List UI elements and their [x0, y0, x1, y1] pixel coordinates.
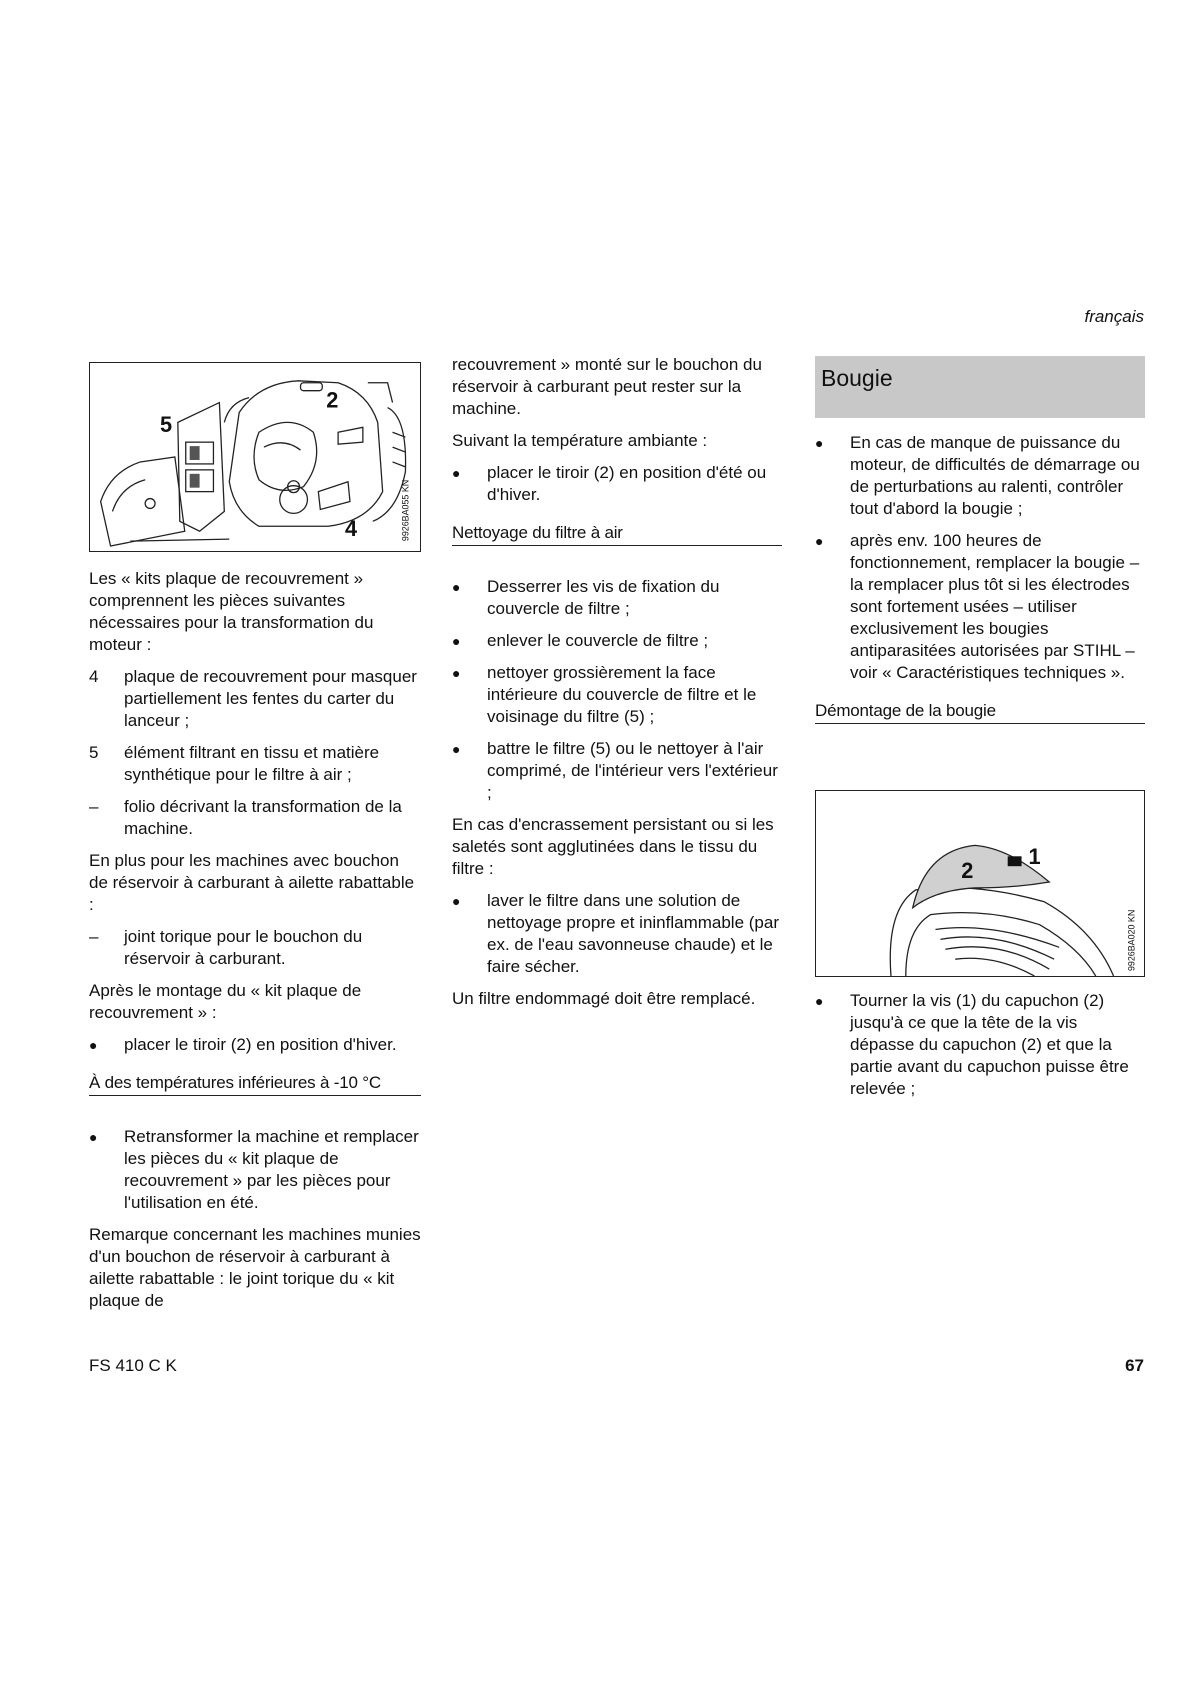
item-text: folio décrivant la transformation de la machine.: [124, 797, 402, 838]
list-item: [89, 666, 421, 732]
bullet-item: [452, 738, 782, 804]
bullet-item: [815, 530, 1145, 684]
list-item: [89, 926, 421, 970]
bullet-icon: [452, 576, 487, 620]
item-marker: 5: [89, 743, 99, 762]
item-text: élément filtrant en tissu et matière synthétique pour le filtre à air ;: [124, 743, 380, 784]
figure-code: 9926BA020 KN: [1126, 909, 1137, 972]
bullet-text: En cas de manque de puissance du moteur, de difficultés de démarrage ou de perturbations au ralenti, contrôler tout d'abord la bougie ;: [850, 433, 1140, 518]
bullet-item: [452, 576, 782, 620]
bullet-text: placer le tiroir (2) en position d'hiver.: [124, 1035, 397, 1054]
figure-label-4: 4: [345, 516, 358, 542]
figure-code: 9926BA055 KN: [400, 479, 411, 542]
language-label: français: [1084, 307, 1144, 326]
column-2: [452, 354, 782, 1020]
bullet-icon: [815, 990, 850, 1100]
bullet-icon: [452, 890, 487, 978]
bullet-icon: [89, 1034, 124, 1056]
item-marker: –: [89, 927, 99, 946]
item-marker: –: [89, 797, 99, 816]
figure-label-2: 2: [961, 858, 974, 884]
bullet-item: [815, 990, 1145, 1100]
bullet-item: [452, 662, 782, 728]
bullet-text: nettoyer grossièrement la face intérieure du couvercle de filtre et le voisinage du filtre (5) ;: [487, 663, 757, 726]
paragraph: Un filtre endommagé doit être remplacé.: [452, 989, 756, 1008]
section-heading: Nettoyage du filtre à air: [452, 522, 782, 546]
kit-intro: Les « kits plaque de recouvrement » comprennent les pièces suivantes nécessaires pour la transformation du moteur :: [89, 569, 374, 654]
engine-illustration: [90, 363, 420, 551]
figure-label-5: 5: [160, 412, 173, 438]
bullet-text: laver le filtre dans une solution de nettoyage propre et ininflammable (par ex. de l'eau savonneuse chaude) et le faire sécher.: [487, 891, 779, 976]
column-3: [815, 356, 1145, 724]
bullet-item: [452, 630, 782, 652]
figure-label-2: 2: [326, 387, 339, 413]
bullet-icon: [452, 662, 487, 728]
bullet-text: Tourner la vis (1) du capuchon (2) jusqu'à ce que la tête de la vis dépasse du capuchon (2) et que la partie avant du capuchon puisse être relevée ;: [850, 991, 1129, 1098]
bullet-item: [815, 432, 1145, 520]
paragraph: Après le montage du « kit plaque de recouvrement » :: [89, 981, 362, 1022]
bullet-item: [89, 1034, 421, 1056]
item-marker: 4: [89, 667, 99, 686]
page-number: 67: [1125, 1356, 1144, 1375]
bullet-item: [452, 890, 782, 978]
bullet-icon: [452, 462, 487, 506]
section-heading: Démontage de la bougie: [815, 700, 1145, 724]
list-item: [89, 742, 421, 786]
paragraph: Remarque concernant les machines munies d'un bouchon de réservoir à carburant à ailette rabattable : le joint torique du « kit plaque de: [89, 1225, 421, 1310]
bullet-icon: [815, 432, 850, 520]
bullet-text: Retransformer la machine et remplacer les pièces du « kit plaque de recouvrement » par les pièces pour l'utilisation en été.: [124, 1127, 419, 1212]
bullet-item: [89, 1126, 421, 1214]
figure-label-1: 1: [1028, 844, 1041, 870]
section-title: Bougie: [815, 356, 1145, 418]
paragraph: recouvrement » monté sur le bouchon du réservoir à carburant peut rester sur la machine.: [452, 355, 762, 418]
section-heading: À des températures inférieures à -10 °C: [89, 1072, 421, 1096]
paragraph: En cas d'encrassement persistant ou si les saletés sont agglutinées dans le tissu du filtre :: [452, 815, 774, 878]
bullet-text: Desserrer les vis de fixation du couvercle de filtre ;: [487, 577, 720, 618]
model-label: FS 410 C K: [89, 1356, 177, 1375]
bullet-item: [452, 462, 782, 506]
column-3-bottom: [815, 990, 1145, 1110]
list-item: [89, 796, 421, 840]
spark-plug-cap-illustration: [816, 791, 1144, 976]
air-filter-figure: [89, 362, 421, 552]
item-text: plaque de recouvrement pour masquer partiellement les fentes du carter du lanceur ;: [124, 667, 417, 730]
bullet-text: après env. 100 heures de fonctionnement, remplacer la bougie – la remplacer plus tôt si les électrodes sont fortement usées – utiliser exclusivement les bougies antiparasitées autorisées par STIHL – voir « Caractéristiques techniques ».: [850, 531, 1140, 682]
column-1: [89, 568, 421, 1322]
bullet-icon: [452, 630, 487, 652]
item-text: joint torique pour le bouchon du réservoir à carburant.: [124, 927, 363, 968]
bullet-icon: [89, 1126, 124, 1214]
bullet-text: placer le tiroir (2) en position d'été ou d'hiver.: [487, 463, 767, 504]
paragraph: Suivant la température ambiante :: [452, 431, 708, 450]
spark-plug-figure: [815, 790, 1145, 977]
paragraph: En plus pour les machines avec bouchon de réservoir à carburant à ailette rabattable :: [89, 851, 415, 914]
bullet-icon: [815, 530, 850, 684]
bullet-text: battre le filtre (5) ou le nettoyer à l'air comprimé, de l'intérieur vers l'extérieur ;: [487, 739, 778, 802]
bullet-text: enlever le couvercle de filtre ;: [487, 631, 709, 650]
bullet-icon: [452, 738, 487, 804]
